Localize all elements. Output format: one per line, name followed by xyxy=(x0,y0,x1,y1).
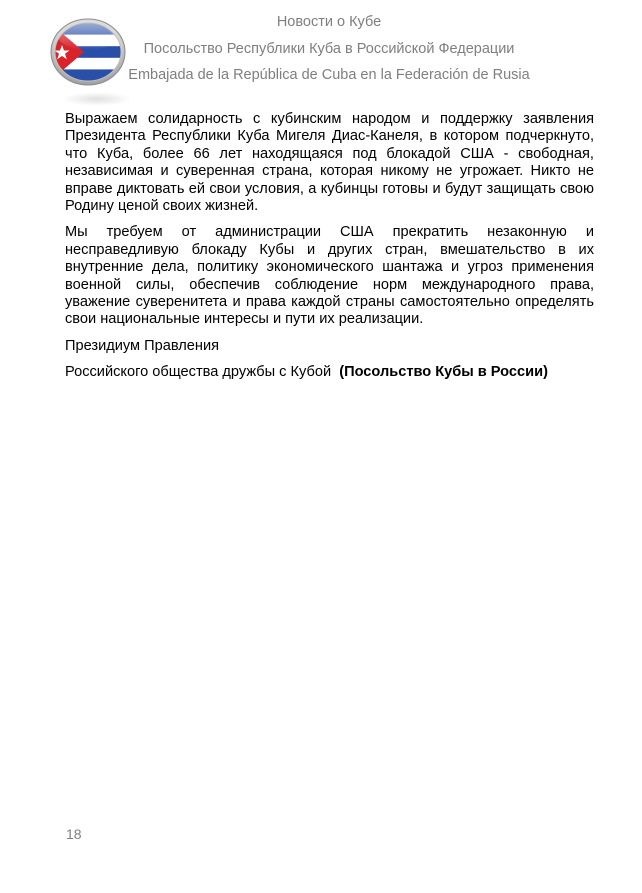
header-embassy-es: Embajada de la República de Cuba en la Federación de Rusia xyxy=(128,67,530,83)
paragraph-solidarity: Выражаем солидарность с кубинским народом и поддержку заявления Президента Республики Куба Мигеля Диас-Канеля, в котором подчеркнуто, что Куба, более 66 лет находящаяся под блокадой США - свободная, независимая и суверенная страна, которая никому не угрожает. Никто не вправе диктовать ей свои условия, а кубинцы готовы и будут защищать свою Родину ценой своих жизней. xyxy=(65,111,594,215)
signature-society-name: Российского общества дружбы с Кубой xyxy=(65,364,332,381)
page-number: 18 xyxy=(66,826,82,842)
header-embassy-ru: Посольство Республики Куба в Российской Федерации xyxy=(143,41,515,57)
article-body xyxy=(65,111,594,391)
header-title: Новости о Кубе xyxy=(276,14,382,30)
page-header xyxy=(0,0,642,100)
logo-shadow xyxy=(62,92,132,106)
signature-presidium: Президиум Правления xyxy=(65,337,220,354)
source-label: (Посольство Кубы в России) xyxy=(339,364,548,381)
signature-society xyxy=(65,364,594,381)
paragraph-demands: Мы требуем от администрации США прекратить незаконную и несправедливую блокаду Кубы и других стран, вмешательство в их внутренние дела, политику экономического шантажа и угроз применения военной силы, обеспечив соблюдение норм международного права, уважение суверенитета и права каждой страны самостоятельно определять свои национальные интересы и пути их реализации. xyxy=(65,224,594,328)
